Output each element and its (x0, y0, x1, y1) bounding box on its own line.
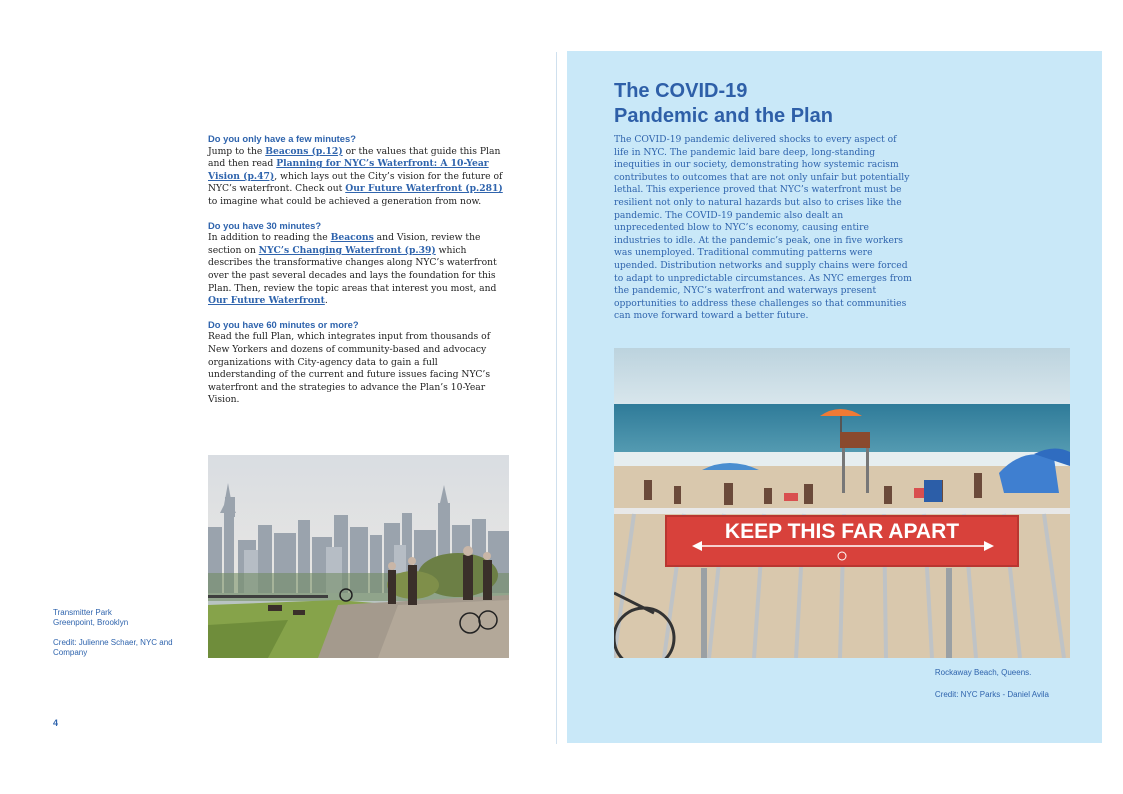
cross-reference-link[interactable]: Beacons (330, 232, 374, 244)
skyline-park-illustration (208, 455, 509, 658)
page-number: 4 (53, 718, 59, 728)
page-divider (556, 52, 557, 744)
paragraph-text: or the values that guide this Plan and then read (208, 145, 501, 170)
caption-place: Rockaway Beach, Queens. (934, 668, 1032, 677)
cross-reference-link[interactable]: Our Future Waterfront (p.281) (345, 183, 503, 195)
paragraph-text: Read the full Plan, which integrates input from thousands of New Yorkers and dozens of community-based and advocacy organizations with City-agency data to gain a full understanding of the current and future issues facing NYC’s waterfront and the strategies to advance the Plan’s 10-Year Vision. (208, 331, 491, 406)
cross-reference-link[interactable]: Our Future Waterfront (208, 295, 325, 307)
panel-title (614, 79, 833, 129)
beach-sign-illustration (614, 348, 1070, 658)
paragraph-text: Jump to the (208, 145, 266, 157)
caption-place: Transmitter Park (53, 608, 112, 617)
panel-title-line2: Pandemic and the Plan (614, 105, 833, 127)
paragraph-text: , which lays out the City’s vision for the future of NYC’s waterfront. Check out (208, 170, 503, 195)
section-question: Do you only have a few minutes? (208, 133, 356, 144)
caption-credit: Credit: NYC Parks - Daniel Avila (934, 690, 1049, 699)
section-few-minutes (208, 133, 508, 209)
reading-guide (208, 133, 508, 418)
photo-caption-left (53, 608, 193, 658)
caption-location: Greenpoint, Brooklyn (53, 618, 129, 627)
cross-reference-link[interactable]: Beacons (p.12) (265, 145, 343, 157)
covid-panel (567, 51, 1102, 743)
section-paragraph (208, 146, 508, 209)
section-question: Do you have 60 minutes or more? (208, 318, 359, 330)
panel-body: The COVID-19 pandemic delivered shocks to every aspect of life in NYC. The pandemic laid bare deep, long-standing inequities in our society, demonstrating how systemic racism contributes to outcomes that are not only unfair but potentially lethal. This experience proved that NYC’s waterfront must be resilient not only to natural hazards but also to crises like the pandemic. The COVID-19 pandemic also dealt an unprecedented blow to NYC’s economy, causing entire industries to idle. At the pandemic’s peak, one in five workers was unemployed. Traditional commuting patterns were upended. Distribution networks and supply chains were forced to adapt to unpredictable circumstances. As NYC emerges from the pandemic, NYC’s waterfront and waterways present opportunities to address these challenges so that communities can move forward toward a better future. (614, 134, 912, 322)
sign-text: KEEP THIS FAR APART (724, 520, 960, 543)
paragraph-text: . (324, 295, 328, 307)
caption-credit: Credit: Julienne Schaer, NYC and Company (53, 638, 173, 657)
photo-caption-right (935, 668, 1049, 699)
section-30-minutes (208, 220, 508, 308)
section-60-minutes (208, 319, 508, 407)
section-paragraph (208, 232, 508, 308)
paragraph-text: to imagine what could be achieved a generation from now. (208, 195, 482, 207)
paragraph-text: and Vision, review the section on (208, 232, 481, 256)
section-paragraph (208, 331, 508, 407)
photo-rockaway-beach (614, 348, 1070, 658)
cross-reference-link[interactable]: Planning for NYC’s Waterfront: A 10-Year Vision (p.47) (208, 158, 489, 182)
section-question: Do you have 30 minutes? (208, 219, 322, 231)
panel-title-line1: The COVID-19 (614, 80, 748, 102)
paragraph-text: In addition to reading the (208, 232, 331, 244)
cross-reference-link[interactable]: NYC’s Changing Waterfront (p.39) (258, 244, 436, 256)
paragraph-text: which describes the transformative changes along NYC’s waterfront over the past several decades and lays the foundation for this Plan. Then, review the topic areas that interest you most, and (208, 244, 497, 294)
photo-transmitter-park (208, 455, 509, 658)
